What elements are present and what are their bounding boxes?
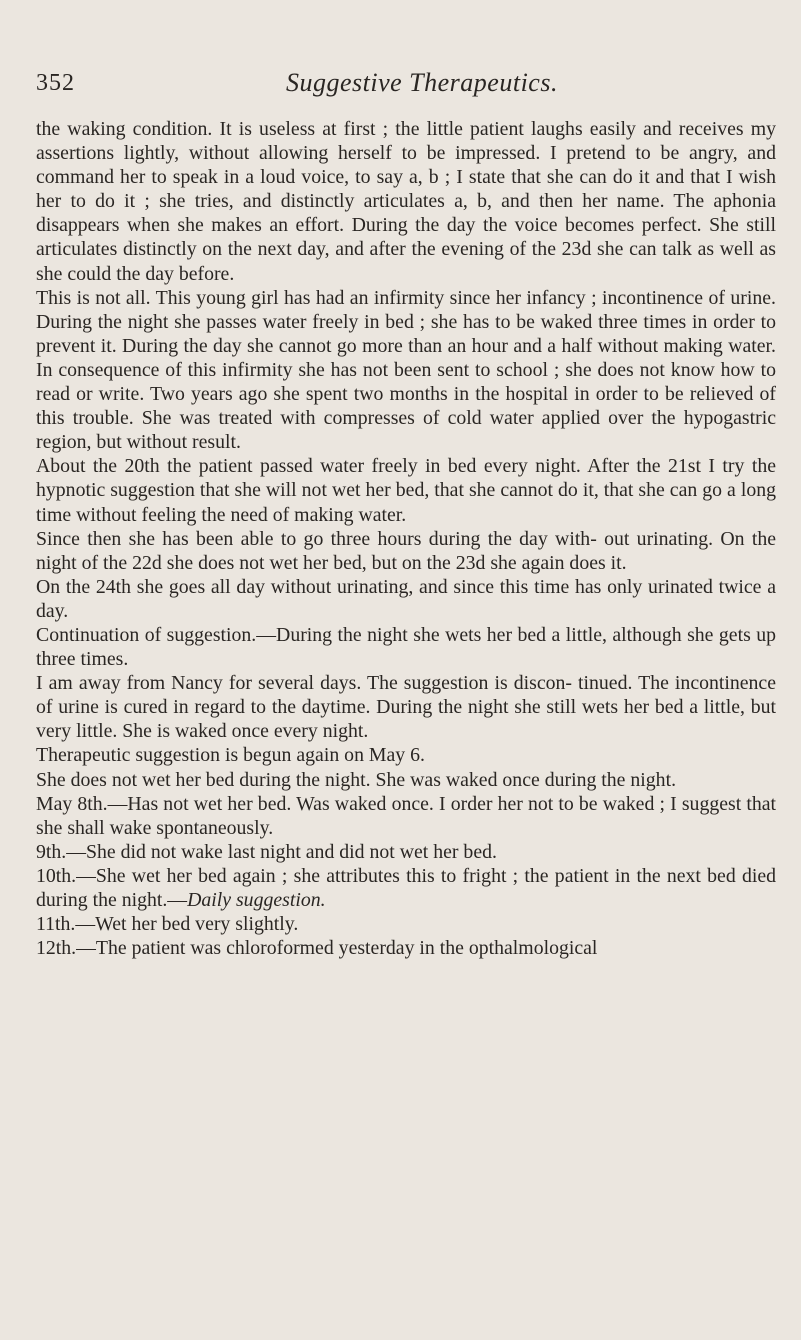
paragraph: I am away from Nancy for several days. The suggestion is discon- tinued. The incontinence of urine is cured in regard to the daytime. During the night she still wets her bed a little, but very little. She is waked once every night. (36, 672, 776, 743)
italic-phrase: Daily suggestion. (187, 889, 326, 911)
body-text (36, 117, 776, 960)
paragraph: This is not all. This young girl has had an infirmity since her infancy ; incontinence of urine. During the night she passes water freely in bed ; she has to be waked three times in order to prevent it. During the day she cannot go more than an hour and a half without making water. In consequence of this infirmity she has not been sent to school ; she does not know how to read or write. Two years ago she spent two months in the hospital in order to be relieved of this trouble. She was treated with compresses of cold water applied over the hypogastric region, but without result. (36, 286, 776, 454)
paragraph: 10th.—She wet her bed again ; she attributes this to fright ; the patient in the next bed died during the night.—Daily suggestion. (36, 864, 776, 911)
paragraph: She does not wet her bed during the night. She was waked once during the night. (36, 768, 677, 791)
paragraph: 11th.—Wet her bed very slightly. (36, 913, 299, 936)
paragraph: 9th.—She did not wake last night and did not wet her bed. (36, 840, 497, 863)
paragraph: Continuation of suggestion.—During the night she wets her bed a little, although she gets up three times. (36, 623, 776, 671)
paragraph: 12th.—The patient was chloroformed yesterday in the opthalmological (36, 937, 598, 960)
running-title: Suggestive Therapeutics. (286, 68, 558, 97)
paragraph: On the 24th she goes all day without urinating, and since this time has only urinated twice a day. (36, 575, 776, 622)
running-head (36, 70, 776, 104)
paragraph: May 8th.—Has not wet her bed. Was waked once. I order her not to be waked ; I suggest that she shall wake spontaneously. (36, 792, 776, 839)
paragraph: About the 20th the patient passed water freely in bed every night. After the 21st I try the hypnotic suggestion that she will not wet her bed, that she cannot do it, that she can go a long time without feeling the need of making water. (36, 455, 776, 526)
paragraph: the waking condition. It is useless at first ; the little patient laughs easily and receives my assertions lightly, without allowing herself to be impressed. I pretend to be angry, and command her to speak in a loud voice, to say a, b ; I state that she can do it and that I wish her to do it ; she tries, and distinctly articulates a, b, and then her name. The aphonia disappears when she makes an effort. During the day the voice becomes perfect. She still articulates distinctly on the next day, and after the evening of the 23d she can talk as well as she could the day before. (36, 118, 776, 285)
paragraph: Therapeutic suggestion is begun again on May 6. (36, 744, 425, 767)
paragraph: Since then she has been able to go three hours during the day with- out urinating. On the night of the 22d she does not wet her bed, but on the 23d she again does it. (36, 527, 776, 574)
page-number: 352 (36, 70, 75, 96)
